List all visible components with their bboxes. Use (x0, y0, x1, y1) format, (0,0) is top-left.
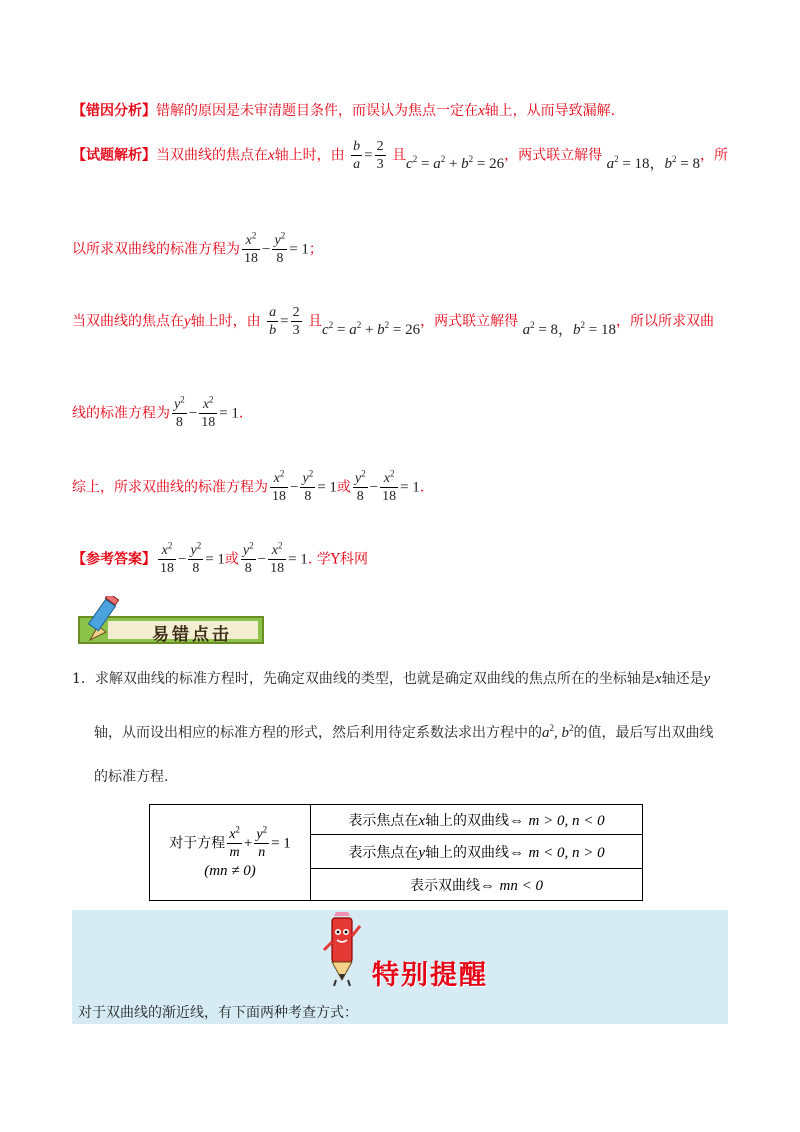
error-analysis-line (72, 100, 615, 120)
tip-text: 轴还是 (661, 671, 704, 687)
solution-text: 且 (392, 147, 407, 164)
solution-text: 轴上时，由 (190, 313, 261, 330)
tip-text: 的值，最后写出双曲线 (573, 725, 714, 741)
solution-text: 线的标准方程为 (72, 405, 170, 422)
formula-fraction: $\frac{x^2}{18}$ (382, 468, 397, 504)
formula-fraction: $\frac{y^2}{8}$ (190, 540, 202, 576)
formula-fraction: $\frac{b}{a}$ (353, 139, 361, 172)
solution-label: 【试题解析】 (72, 147, 156, 164)
reminder-text: 对于双曲线的渐近线，有下面两种考查方式： (78, 1005, 358, 1021)
reminder-title: 特别提醒 (372, 960, 488, 991)
solution-line-1: 【试题解析】当双曲线的焦点在x轴上时，由 $\frac{b}{a}$ = $\frac{2}{3}$ 且$c^2 = a^2 + b^2 = 26$，两式联立解得 $a^2 = 18$，$b^2 = 8$，所 (72, 139, 729, 172)
table-text: 表示焦点在 (348, 812, 419, 829)
hyperbola-table (149, 804, 643, 901)
table-cond: m > 0, n < 0 (528, 812, 605, 829)
table-text: 轴上的双曲线 (425, 812, 510, 829)
table-text: 表示双曲线 (410, 877, 481, 894)
error-analysis-var: x (478, 103, 485, 119)
formula-c2: $c^2 = a^2 + b^2 = 26$ (406, 153, 505, 172)
iff-symbol: ⇔ (509, 844, 525, 861)
solution-or: 或 (336, 479, 351, 496)
pencil-mascot-icon (318, 912, 366, 988)
formula-fraction: $\frac{2}{3}$ (292, 305, 300, 338)
formula-fraction: $\frac{2}{3}$ (376, 139, 384, 172)
solution-line-4: 线的标准方程为 $\frac{y^2}{8}$ − $\frac{x^2}{18}$ = 1. (72, 394, 244, 430)
formula-fraction: $\frac{x^2}{18}$ (244, 230, 258, 266)
tip-text: 的标准方程. (94, 769, 169, 785)
error-analysis-label: 【错因分析】 (72, 103, 156, 119)
solution-text: 两式联立解得 (434, 313, 519, 330)
solution-var: x (268, 147, 275, 164)
formula-fraction: $\frac{y^2}{8}$ (302, 468, 314, 504)
solution-text: 两式联立解得 (518, 147, 603, 164)
tip-text: 1．求解双曲线的标准方程时，先确定双曲线的类型，也就是确定双曲线的焦点所在的坐标轴是 (72, 671, 655, 687)
table-row-1 (311, 805, 643, 835)
formula-fraction: $\frac{a}{b}$ (269, 305, 277, 338)
tip-var: x (654, 671, 662, 687)
solution-text: 且 (308, 313, 323, 330)
formula-fraction: $\frac{y^2}{n}$ (256, 823, 268, 860)
formula-fraction: $\frac{y^2}{8}$ (174, 394, 185, 430)
tip-line-3 (94, 766, 168, 786)
answer-label: 【参考答案】 (72, 551, 156, 568)
table-text: 表示焦点在 (348, 844, 419, 861)
table-row-2 (311, 835, 643, 869)
section-banner (78, 596, 264, 646)
tip-line-1 (72, 668, 710, 688)
table-left-label: 对于方程 (169, 835, 226, 851)
formula-c2: $c^2 = a^2 + b^2 = 26$ (322, 319, 421, 338)
solution-text: 所 (714, 147, 729, 164)
table-row-3 (311, 869, 643, 901)
solution-text: 以所求双曲线的标准方程为 (72, 241, 240, 258)
solution-text: 综上，所求双曲线的标准方程为 (72, 479, 268, 496)
error-analysis-text2: 轴上，从而导致漏解. (484, 103, 616, 119)
table-text: 轴上的双曲线 (425, 844, 510, 861)
table-var: x (418, 812, 426, 829)
formula-fraction: $\frac{y^2}{8}$ (242, 540, 254, 576)
tip-var: y (703, 671, 711, 687)
tip-text: 轴，从而设出相应的标准方程的形式，然后利用待定系数法求出方程中的 (94, 725, 542, 741)
iff-symbol: ⇔ (480, 877, 496, 894)
formula-fraction: $\frac{x^2}{18}$ (272, 468, 286, 504)
solution-text: 轴上时，由 (274, 147, 345, 164)
solution-text: 当双曲线的焦点在 (156, 147, 268, 164)
formula-a2-b2: $a^2$, $b^2$ (542, 723, 574, 741)
solution-text: 当双曲线的焦点在 (72, 313, 184, 330)
error-analysis-text: 错解的原因是未审清题目条件，而误认为焦点一定在 (156, 103, 478, 119)
formula-fraction: $\frac{x^2}{18}$ (160, 540, 174, 576)
formula-fraction: $\frac{x^2}{18}$ (201, 394, 216, 430)
table-var: y (418, 844, 426, 861)
formula-fraction: $\frac{y^2}{8}$ (354, 468, 366, 504)
formula-a2-b2: $a^2 = 8$，$b^2 = 18$ (522, 319, 617, 338)
solution-line-2: 以所求双曲线的标准方程为 $\frac{x^2}{18}$ − $\frac{y^2}{8}$ = 1； (72, 230, 323, 266)
pencil-icon (84, 596, 124, 642)
formula-fraction: $\frac{x^2}{m}$ (229, 823, 240, 860)
banner-title: 易错点击 (152, 625, 232, 645)
answer-or: 或 (224, 551, 239, 568)
table-cond: mn < 0 (499, 877, 543, 894)
table-cond: m < 0, n > 0 (528, 844, 605, 861)
solution-line-5: 综上，所求双曲线的标准方程为 $\frac{x^2}{18}$ − $\frac{y^2}{8}$ = 1或 $\frac{y^2}{8}$ − $\frac{x^2}{18}$ = 1. (72, 468, 425, 504)
solution-text: 所以所求双曲 (630, 313, 715, 330)
answer-tail: 学Y科网 (316, 551, 368, 568)
iff-symbol: ⇔ (509, 812, 525, 829)
answer-line: 【参考答案】 $\frac{x^2}{18}$ − $\frac{y^2}{8}$ = 1或 $\frac{y^2}{8}$ − $\frac{x^2}{18}$ = 1. 学Y科网 (72, 540, 368, 576)
tip-line-2 (94, 722, 714, 742)
formula-a2-b2: $a^2 = 18$，$b^2 = 8$ (606, 153, 701, 172)
table-left-cond: (mn ≠ 0) (204, 862, 256, 879)
formula-fraction: $\frac{y^2}{8}$ (274, 230, 286, 266)
solution-line-3: 当双曲线的焦点在y轴上时，由 $\frac{a}{b}$ = $\frac{2}{3}$ 且$c^2 = a^2 + b^2 = 26$，两式联立解得 $a^2 = 8$，$b^2 = 18$，所以所求双曲 (72, 305, 715, 338)
formula-fraction: $\frac{x^2}{18}$ (270, 540, 285, 576)
table-left-cell: 对于方程 $\frac{x^2}{m}$ + $\frac{y^2}{n}$ = 1 (mn ≠ 0) (150, 805, 311, 901)
solution-var: y (184, 313, 191, 330)
